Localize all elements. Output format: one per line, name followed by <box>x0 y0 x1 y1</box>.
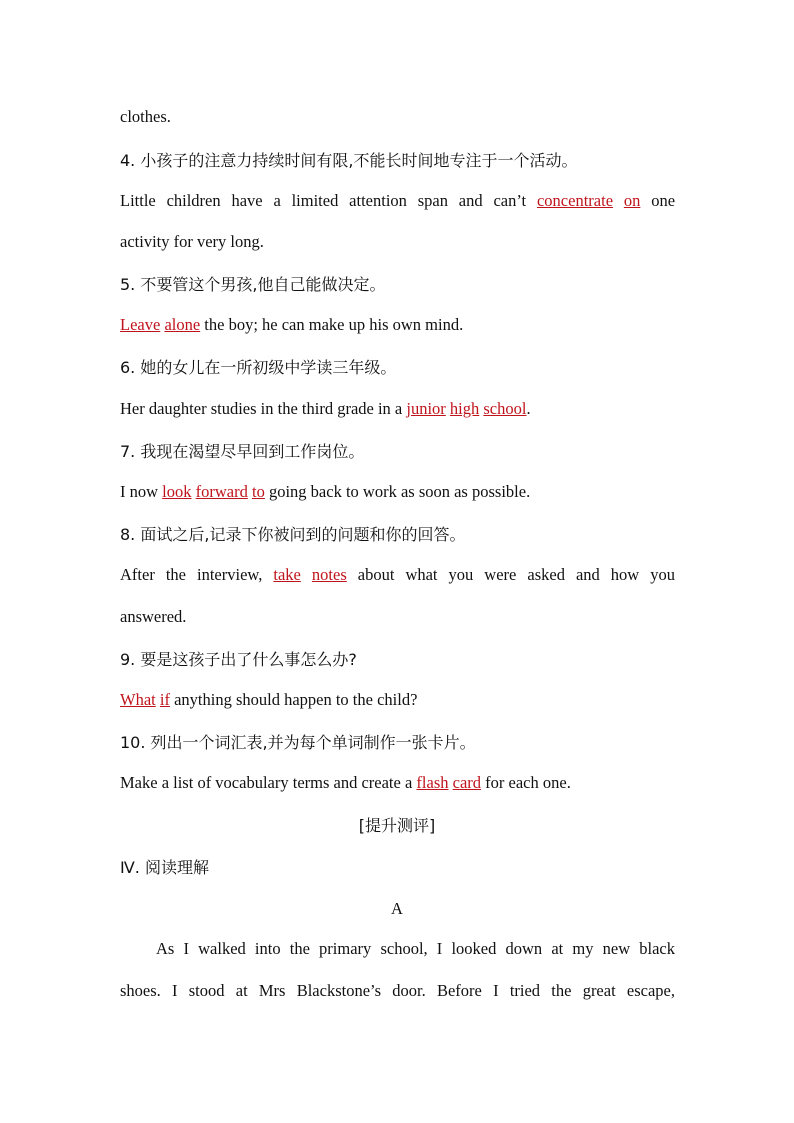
question-9-chinese <box>120 649 675 671</box>
question-10-chinese <box>120 732 675 754</box>
question-8-chinese <box>120 524 675 546</box>
answer-word: junior <box>406 399 446 418</box>
text: one <box>640 191 676 210</box>
question-5-chinese <box>120 274 675 296</box>
text: 9. 要是这孩子出了什么事怎么办? <box>120 650 357 669</box>
question-9-english <box>120 689 675 711</box>
section-title <box>0 815 794 837</box>
text: 5. 不要管这个男孩,他自己能做决定。 <box>120 275 386 294</box>
question-10-english <box>120 772 675 794</box>
answer-word: flash <box>416 773 449 792</box>
question-4-english-cont <box>120 231 675 253</box>
answer-word: on <box>623 191 641 210</box>
answer-word: What <box>120 690 156 709</box>
passage-label <box>0 898 794 920</box>
question-8-english-cont <box>120 606 675 628</box>
answer-word: Leave <box>120 315 161 334</box>
answer-word: take <box>273 565 301 584</box>
text: 8. 面试之后,记录下你被问到的问题和你的回答。 <box>120 525 466 544</box>
text: for each one. <box>481 773 571 792</box>
question-4-chinese <box>120 150 675 172</box>
text: Her daughter studies in the third grade in a <box>120 399 407 418</box>
text: Ⅳ. 阅读理解 <box>120 858 209 877</box>
text: activity for very long. <box>120 232 264 251</box>
question-7-chinese <box>120 441 675 463</box>
text: about what you were asked and how you <box>346 565 675 584</box>
answer-word: card <box>452 773 482 792</box>
question-7-english <box>120 481 675 503</box>
text: answered. <box>120 607 187 626</box>
question-6-english <box>120 398 675 420</box>
text: [提升测评] <box>358 816 436 835</box>
text: anything should happen to the child? <box>169 690 418 709</box>
text: going back to work as soon as possible. <box>264 482 531 501</box>
answer-word: look <box>162 482 192 501</box>
answer-word: concentrate <box>536 191 614 210</box>
text: Little children have a limited attention span and can’t <box>120 191 537 210</box>
text: I now <box>120 482 163 501</box>
question-5-english <box>120 314 675 336</box>
text: 10. 列出一个词汇表,并为每个单词制作一张卡片。 <box>120 733 476 752</box>
answer-word: notes <box>311 565 347 584</box>
text: . <box>526 399 531 418</box>
text: 6. 她的女儿在一所初级中学读三年级。 <box>120 358 397 377</box>
passage-line <box>120 980 675 1002</box>
passage-line <box>120 938 675 960</box>
answer-word: to <box>252 482 265 501</box>
text: After the interview, <box>120 565 274 584</box>
question-4-english <box>120 190 675 212</box>
text-line <box>120 106 675 128</box>
text: A <box>391 899 403 918</box>
answer-word: forward <box>195 482 248 501</box>
text: As I walked into the primary school, I looked down at my new black <box>156 939 675 958</box>
question-8-english <box>120 564 675 586</box>
text: 7. 我现在渴望尽早回到工作岗位。 <box>120 442 365 461</box>
answer-word: if <box>159 690 170 709</box>
answer-word: alone <box>164 315 201 334</box>
answer-word: high <box>449 399 480 418</box>
text: 4. 小孩子的注意力持续时间有限,不能长时间地专注于一个活动。 <box>120 151 578 170</box>
question-6-chinese <box>120 357 675 379</box>
text: the boy; he can make up his own mind. <box>200 315 464 334</box>
text: shoes. I stood at Mrs Blackstone’s door. Before I tried the great escape, <box>120 981 675 1000</box>
answer-word: school <box>483 399 527 418</box>
part-heading <box>120 857 675 879</box>
text: clothes. <box>120 107 171 126</box>
text: Make a list of vocabulary terms and create a <box>120 773 417 792</box>
